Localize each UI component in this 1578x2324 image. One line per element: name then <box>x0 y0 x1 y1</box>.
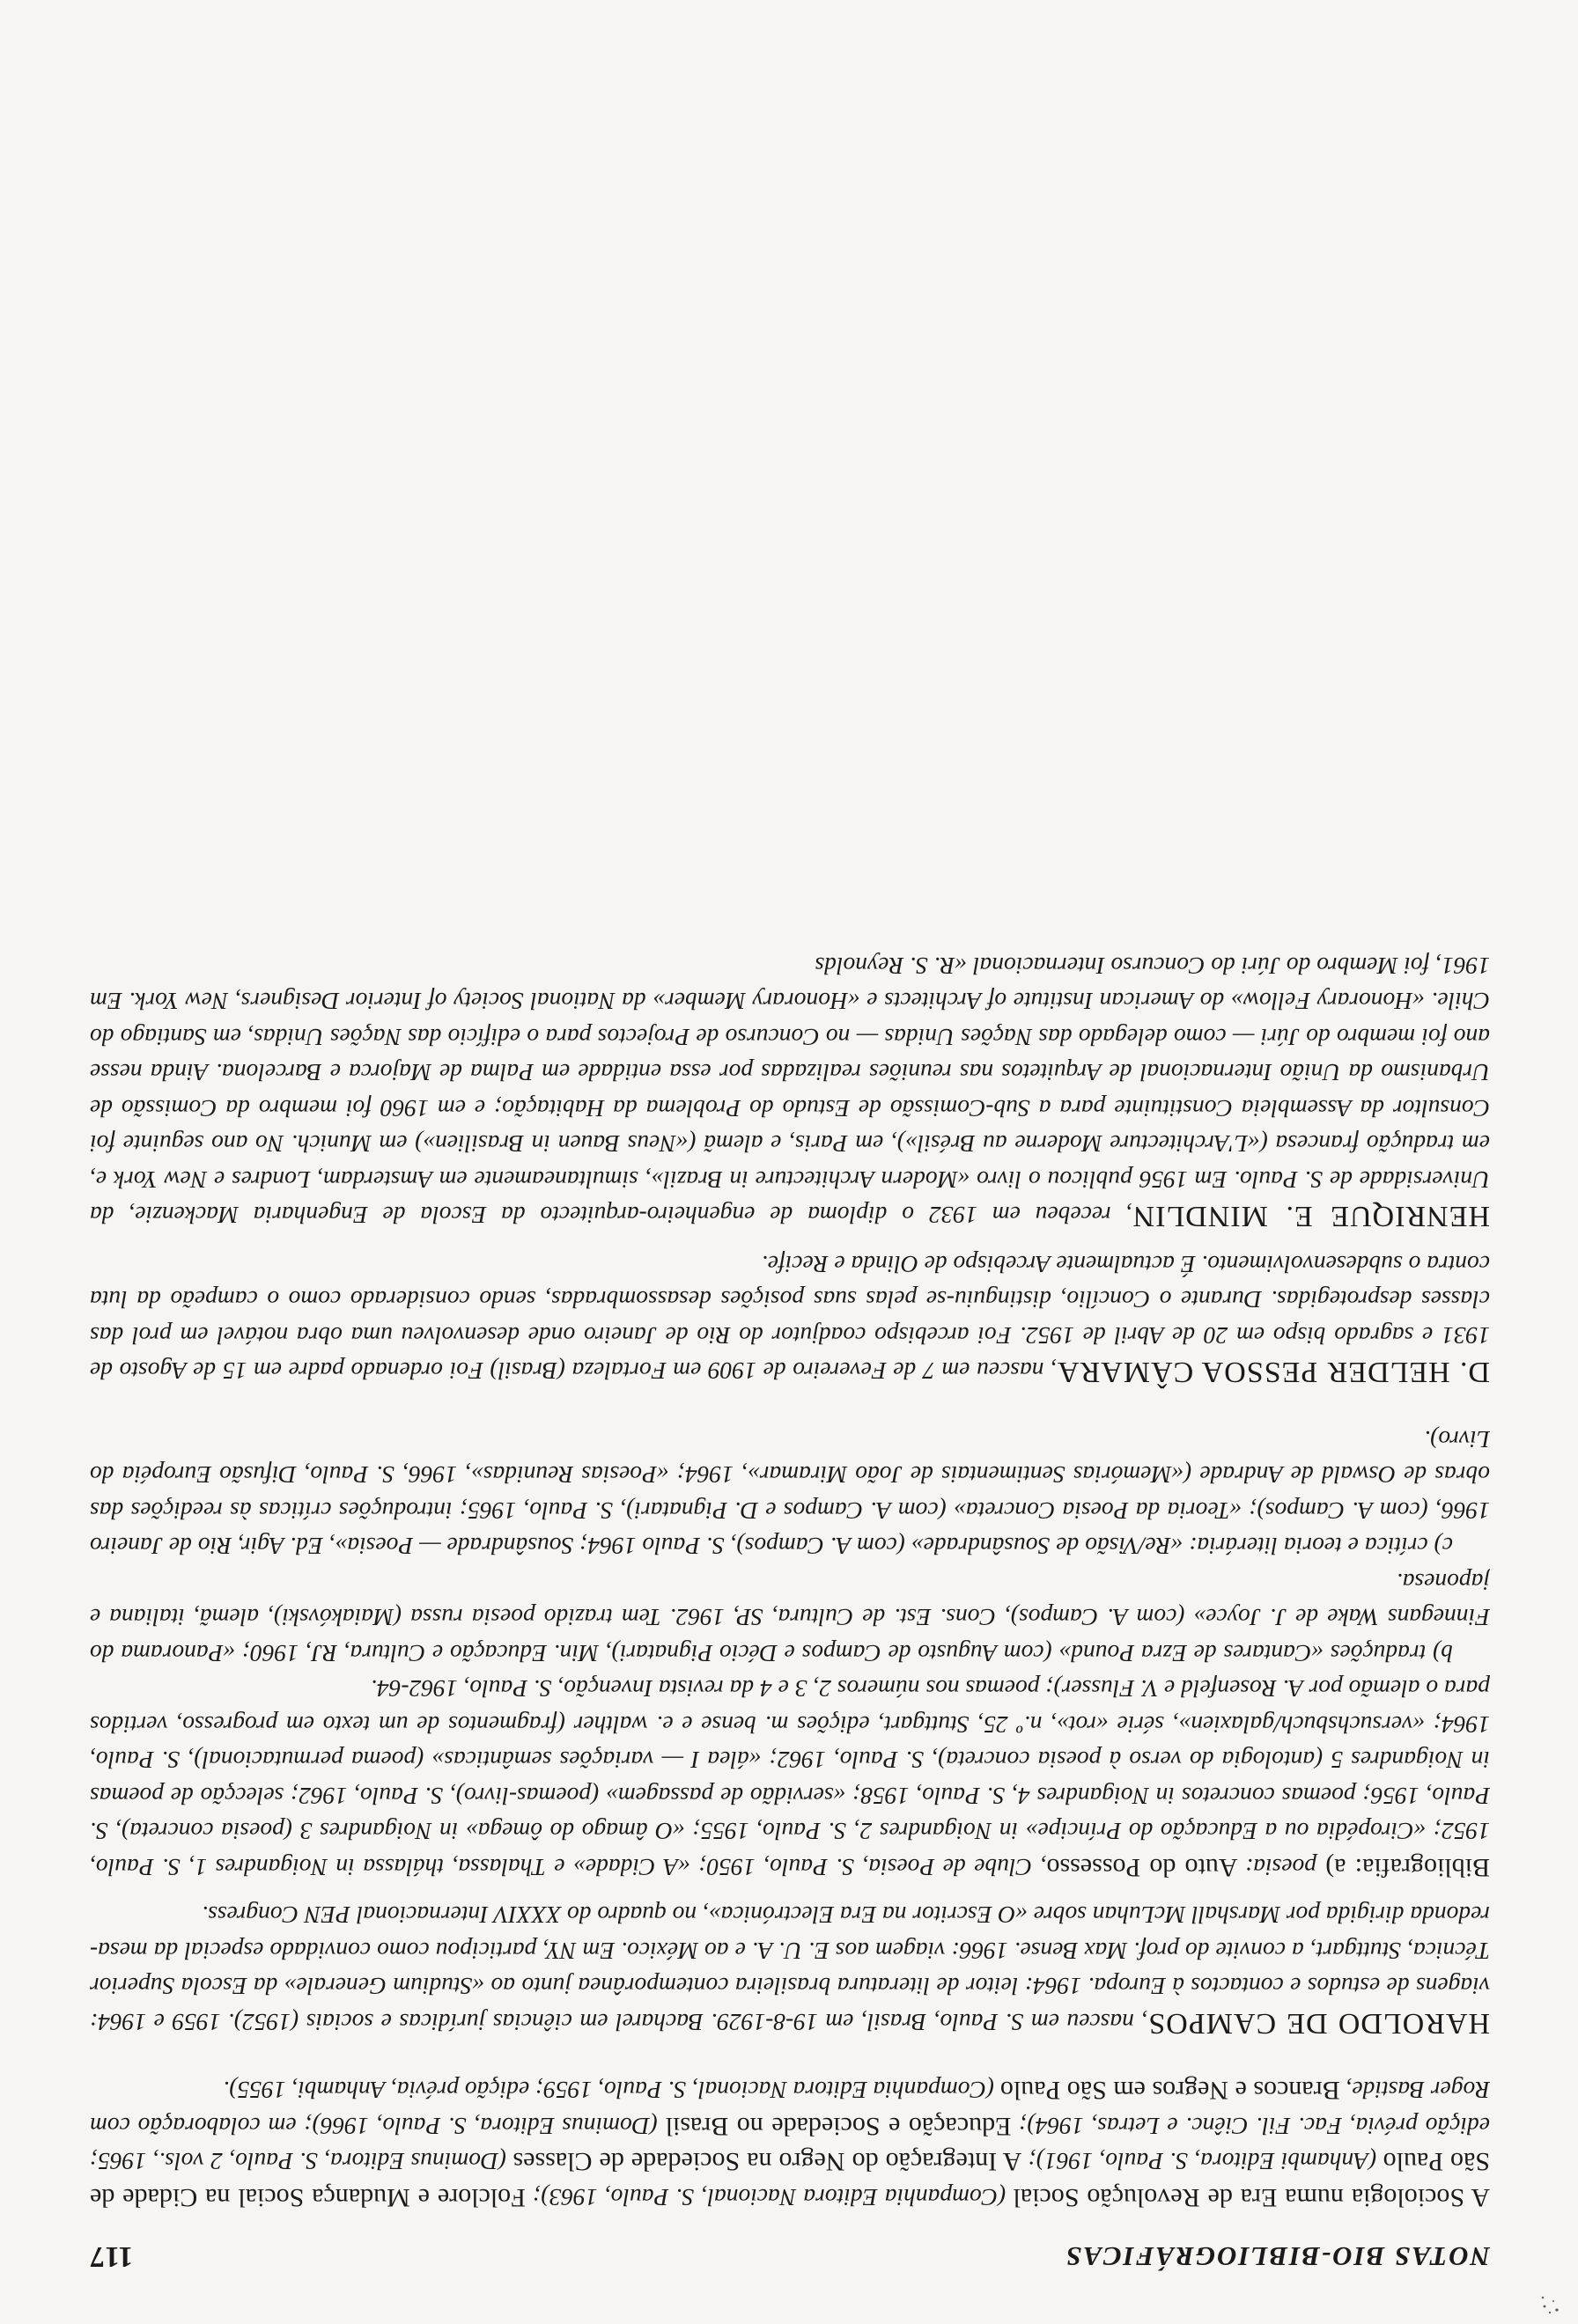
bibliography-label: Bibliografia: a) <box>1316 1853 1490 1882</box>
book-title: Brancos e Negros em São Paulo <box>999 2076 1340 2106</box>
publication-details: (Companhia Editora Nacional, S. Paulo, 1963); <box>525 2184 1014 2211</box>
author-name: HAROLDO DE CAMPOS <box>1147 2007 1490 2040</box>
page-number: 117 <box>90 2240 134 2273</box>
publication-details: (Companhia Editora Nacional, S. Paulo, 1959; edição prévia, Anhambi, 1955). <box>223 2077 1000 2105</box>
haroldo-bibliography-b: b) traduções «Cantares de Ezra Pound» (com Augusto de Campos e Décio Pignatari), Min. Educação e Cultura, RJ, 1960; «Panorama do Finnegans Wake de J. Joyce» (com A. Campos), Cons. Est. de Cultura, SP, 1962. Tem trazido poesia russa (Maiakóvski), alemã, italiana e japonesa. <box>90 1569 1490 1667</box>
haroldo-bibliography-c: c) crítica e teoria literária: «Re/Visão de Sousândrade» (com A. Campos), S. Paulo 1964; Sousândrade — Poesia», Ed. Agir, Rio de Janeiro 1966, (com A. Campos); «Teoria da Poesia Concreta» (com A. Campos e D. Pignatari), S. Paulo, 1965; introduções críticas às reedições das obras de Oswald de Andrade («Memórias Sentimentais de João Miramar», 1964; «Poesias Reunidas», 1966, S. Paulo, Difusão Européia do Livro). <box>90 1426 1490 1561</box>
scan-dust-mark <box>1537 2292 1562 2317</box>
book-title: A Integração do Negro na Sociedade de Classes <box>512 2147 1022 2177</box>
fernandes-bibliography <box>90 2072 1490 2215</box>
haroldo-de-campos-bio <box>90 1897 1490 2041</box>
bibliography-text: , Clube de Poesia, S. Paulo, 1950; «A Cidade» e Thalassa, thálassa in Noigandres 1, S. Paulo, 1952; «Ciropédia ou a Educação do Príncipe» in Noigandres 2, S. Paulo, 1955; «O âmago do ômega» in Noigandres 3 (poesia concreta), S. Paulo, 1956; poemas concretos in Noigandres 4, S. Paulo, 1958; «servidão de passagem» (poemas-livro), S. Paulo, 1962; selecção de poemas in Noigandres 5 (antologia do verso à poesia concreta), S. Paulo, 1962; «álea I — variações semânticas» (poema permutacional), S. Paulo, 1964; «versuchsbuch/galaxien», série «rot», n.º 25, Stuttgart, edições m. bense e e. walther (fragmentos de um texto em progresso, vertidos para o alemão por A. Rosenfeld e V. Flusser); poemas nos números 2, 3 e 4 da revista Invenção, S. Paulo, 1962-64. <box>90 1675 1490 1881</box>
spacer <box>90 1390 1490 1409</box>
publication-details: (Anhambi Editora, S. Paulo, 1961); <box>1021 2148 1383 2176</box>
author-name: HENRIQUE E. MINDLIN <box>1132 1200 1490 1233</box>
book-title: Educação e Sociedade no Brasil <box>665 2112 1012 2141</box>
haroldo-bibliography-a <box>90 1671 1490 1885</box>
bio-text: , recebeu em 1932 o diploma de engenheiro-arquitecto da Escola de Engenharia Mackenzie, da Universidade de S. Paulo. Em 1956 publicou o livro «Modern Architecture in Brazil», simultaneamente em Amsterdam, Londres e New York e, em tradução francesa («L'Architecture Moderne au Brésil»), em Paris, e alemã («Neus Bauen in Brasilien») em Munich. No ano seguinte foi Consultor da Assembleia Constituinte para a Sub-Comissão de Estudo do Problema da Habitação; e em 1960 foi membro da Comissão de Urbanismo da União Internacional de Arquitetos nas reuniões realizadas por essa entidade em Palma de Majorca e Barcelona. Ainda nesse ano foi membro do Júri — como delegado das Nações Unidas — no Concurso de Projectos para o edifício das Nações Unidas, em Santiago do Chile. «Honorary Fellow» do American Institute of Architects e «Honorary Member» da National Society of Interior Designers, New York. Em 1961, foi Membro do Júri do Concurso Internacional «R. S. Reynolds <box>90 952 1490 1230</box>
bibliography-category: poesia: <box>1245 1854 1317 1881</box>
running-header <box>90 2220 1490 2273</box>
bio-text: , nasceu em 7 de Fevereiro de 1909 em Fortaleza (Brasil) Foi ordenado padre em 15 de Agosto de 1931 e sagrado bispo em 20 de Abril de 1952. Foi arcebispo coadjutor do Rio de Janeiro onde desenvolveu uma obra notável em prol das classes desprotegidas. Durante o Concílio, distinguiu-se pelas suas posições desassombradas, sendo considerado como o campeão da luta contra o subdesenvolvimento. É actualmente Arcebispo de Olinda e Recife. <box>90 1251 1490 1386</box>
bio-text: , nasceu em S. Paulo, Brasil, em 19-8-1929. Bacharel em ciências jurídicas e sociais (1952). 1959 e 1964: viagens de estudos e contactos à Europa. 1964: leitor de literatura brasileira contemporânea junto ao «Studium Generale» da Escola Superior Técnica, Stuttgart, a convite do prof. Max Bense. 1966: viagem aos E. U. A. e ao México. Em NY, participou como convidado especial da mesa-redonda dirigida por Marshall McLuhan sobre «O Escritor na Era Electrónica», no quadro do XXXIV Internacional PEN Congress. <box>90 1901 1490 2036</box>
book-title: A Sociologia numa Era de Revolução Social <box>1013 2183 1490 2212</box>
publication-details: (Dominus Editora, S. Paulo, 1966); em colaboração com Roger Bastide, <box>90 2077 1490 2140</box>
author-name: D. HELDER PESSOA CÂMARA <box>1057 1356 1490 1389</box>
text-block <box>90 143 1490 2273</box>
spacer <box>90 2041 1490 2060</box>
publication-details: (Dominus Editora, S. Paulo, 2 vols., 1965; edição prévia, Fac. Fil. Ciênc. e Letras, 1964); <box>90 2113 1490 2176</box>
book-title: Folclore e Mudança Social na Cidade de São Paulo <box>90 2147 1490 2212</box>
book-title: Auto do Possesso <box>1046 1853 1246 1882</box>
running-title: NOTAS BIO-BIBLIOGRÁFICAS <box>1065 2241 1490 2272</box>
helder-camara-bio <box>90 1247 1490 1390</box>
henrique-mindlin-bio <box>90 948 1490 1234</box>
